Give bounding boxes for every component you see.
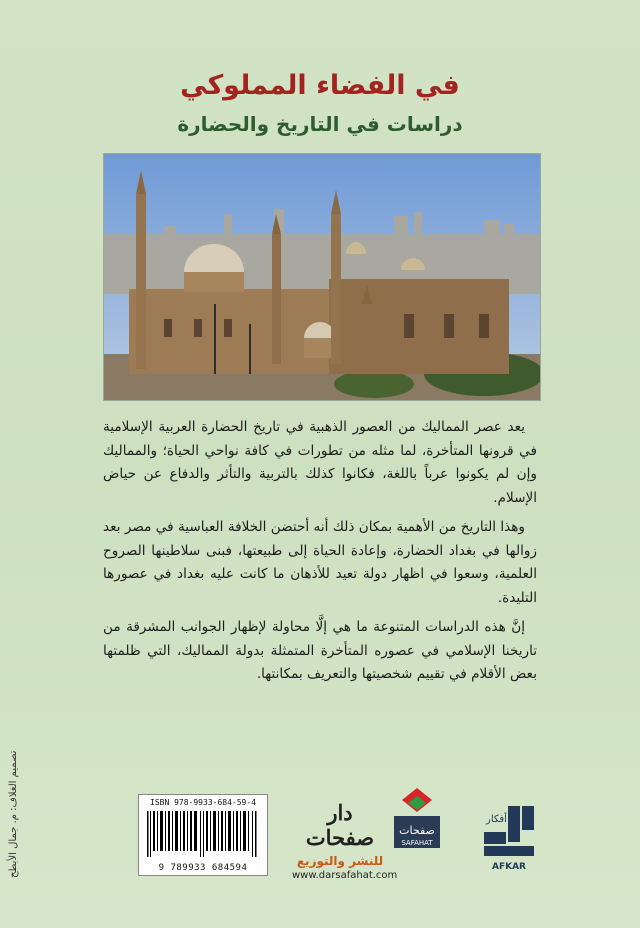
isbn-label: ISBN 978-9933-684-59-4: [150, 798, 256, 807]
barcode-bars: [147, 811, 259, 857]
publisher-website: www.darsafahat.com: [292, 870, 398, 881]
safahat-logo-text: صفحات: [399, 824, 435, 837]
book-title: في الفضاء المملوكي: [180, 70, 460, 101]
isbn-barcode: [138, 794, 268, 876]
blurb-paragraph-2: وهذا التاريخ من الأهمية بمكان ذلك أنه أحتضن الخلافة العباسية في مصر بعد زوالها في بغداد الحضارة، وإعادة الحياة إلى طبيعتها، فبنى سلاطينها الصروح العلمية، وسعوا في اظهار دولة تعيد للأذهان ما كانت عليه بغداد في عصورها التليدة.: [103, 519, 537, 606]
mosque-illustration: [104, 154, 540, 400]
publisher-tagline: للنشر والتوزيع: [296, 854, 384, 868]
afkar-logo-text: أفكار: [486, 814, 507, 825]
safahat-logo-icon: [392, 786, 442, 858]
afkar-logo-latin: AFKAR: [492, 862, 526, 872]
isbn-number: 9 789933 684594: [158, 863, 248, 873]
safahat-logo-latin: SAFAHAT: [401, 839, 433, 847]
blurb-paragraph-1: يعد عصر المماليك من العصور الذهبية في تاريخ الحضارة العربية الإسلامية في قرونها المتأخرة، لما مثله من تطورات في كافة نواحي الحياة؛ والمماليك وإن لم يكونوا عرباً باللغة، فكانوا كذلك بالتربية والتأثر والدفاع عن حياض الإسلام.: [103, 419, 537, 506]
book-subtitle: دراسات في التاريخ والحضارة: [177, 112, 463, 136]
publisher-name: دار صفحات: [305, 800, 375, 850]
publisher-block: [292, 800, 398, 881]
blurb-paragraph-3: إنَّ هذه الدراسات المتنوعة ما هي إلَّا محاولة لإظهار الجوانب المشرقة من تاريخنا الإسلامي في عصوره المتأخرة المتمثلة بدولة المماليك، التي ظلمتها بعض الأقلام في تقييم شخصيتها والتعريف بمكانتها.: [103, 619, 537, 682]
afkar-logo-icon: [478, 802, 540, 872]
cover-design-credit: تصميم الغلاف: م. جمال الأبطح: [8, 750, 19, 878]
blurb: [103, 416, 537, 693]
cover-photo-mosque: [103, 153, 541, 401]
